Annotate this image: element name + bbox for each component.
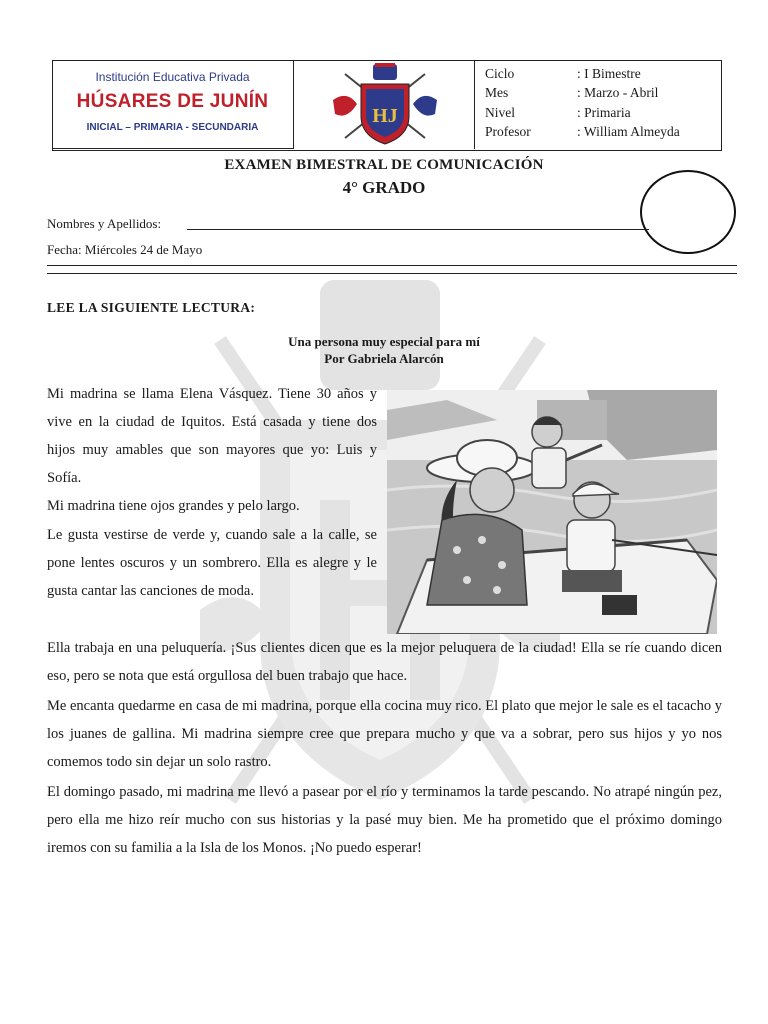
crest-box xyxy=(295,60,475,149)
school-logo-box xyxy=(52,60,294,149)
story-paragraph: El domingo pasado, mi madrina me llevó a pasear por el río y terminamos la tarde pescando. No atrapé ningún pez, pero ella me hizo reír mucho con sus historias y la pasé muy bien. Me ha prometido que el próximo domingo iremos con su familia a la Isla de los Monos. ¡No puedo esperar! xyxy=(47,784,722,856)
info-key: Mes xyxy=(485,85,509,100)
story-paragraph: Mi madrina se llama Elena Vásquez. Tiene 30 años y vive en la ciudad de Iquitos. Está casada y tiene dos hijos muy amables que son mayores que yo: Luis y Sofía. xyxy=(47,386,377,486)
school-type: Institución Educativa Privada xyxy=(95,70,250,84)
info-key: Profesor xyxy=(485,124,531,139)
exam-info-box xyxy=(476,60,720,149)
info-value: : William Almeyda xyxy=(577,124,680,139)
info-row-cycle xyxy=(485,66,715,86)
story-paragraph: Me encanta quedarme en casa de mi madrina, porque ella cocina muy rico. El plato que mejor le sale es el tacacho y los juanes de gallina. Mi madrina siempre cree que prepara mucho y que va a sobrar, pero sus hijos y yo nos comemos todo sin dejar un solo rastro. xyxy=(47,698,722,770)
divider xyxy=(47,265,737,266)
story-paragraph: Mi madrina tiene ojos grandes y pelo largo. xyxy=(47,498,300,514)
name-input-line[interactable] xyxy=(187,229,649,230)
info-row-level xyxy=(485,105,715,125)
school-name: HÚSARES DE JUNÍN xyxy=(76,91,269,112)
boat-fishing-illustration xyxy=(387,390,717,634)
date-label: Fecha: Miércoles 24 de Mayo xyxy=(47,242,203,257)
school-levels: INICIAL – PRIMARIA - SECUNDARIA xyxy=(86,122,259,133)
story-paragraph: Ella trabaja en una peluquería. ¡Sus clientes dicen que es la mejor peluquera de la ciudad! Ella se ríe cuando dicen eso, pero se nota que está orgullosa del buen trabajo que hace. xyxy=(47,640,722,684)
info-key: Nivel xyxy=(485,105,515,120)
divider xyxy=(47,273,737,274)
info-value: : Marzo - Abril xyxy=(577,85,659,100)
school-crest-icon xyxy=(295,60,475,149)
info-value: : Primaria xyxy=(577,105,631,120)
info-value: : I Bimestre xyxy=(577,66,641,81)
score-circle[interactable] xyxy=(640,170,736,254)
info-key: Ciclo xyxy=(485,66,515,81)
info-row-teacher xyxy=(485,124,715,144)
story-title: Una persona muy especial para mí xyxy=(288,334,480,349)
section-heading: LEE LA SIGUIENTE LECTURA: xyxy=(47,300,256,315)
info-row-month xyxy=(485,85,715,105)
name-label: Nombres y Apellidos: xyxy=(47,216,162,231)
story-paragraph: Le gusta vestirse de verde y, cuando sale a la calle, se pone lentes oscuros y un sombrero. Ella es alegre y le gusta cantar las canciones de moda. xyxy=(47,527,377,599)
grade-title: 4° GRADO xyxy=(342,178,426,197)
crest-letters: HJ xyxy=(372,105,398,127)
exam-title: EXAMEN BIMESTRAL DE COMUNICACIÓN xyxy=(224,157,544,173)
story-author: Por Gabriela Alarcón xyxy=(324,351,444,366)
